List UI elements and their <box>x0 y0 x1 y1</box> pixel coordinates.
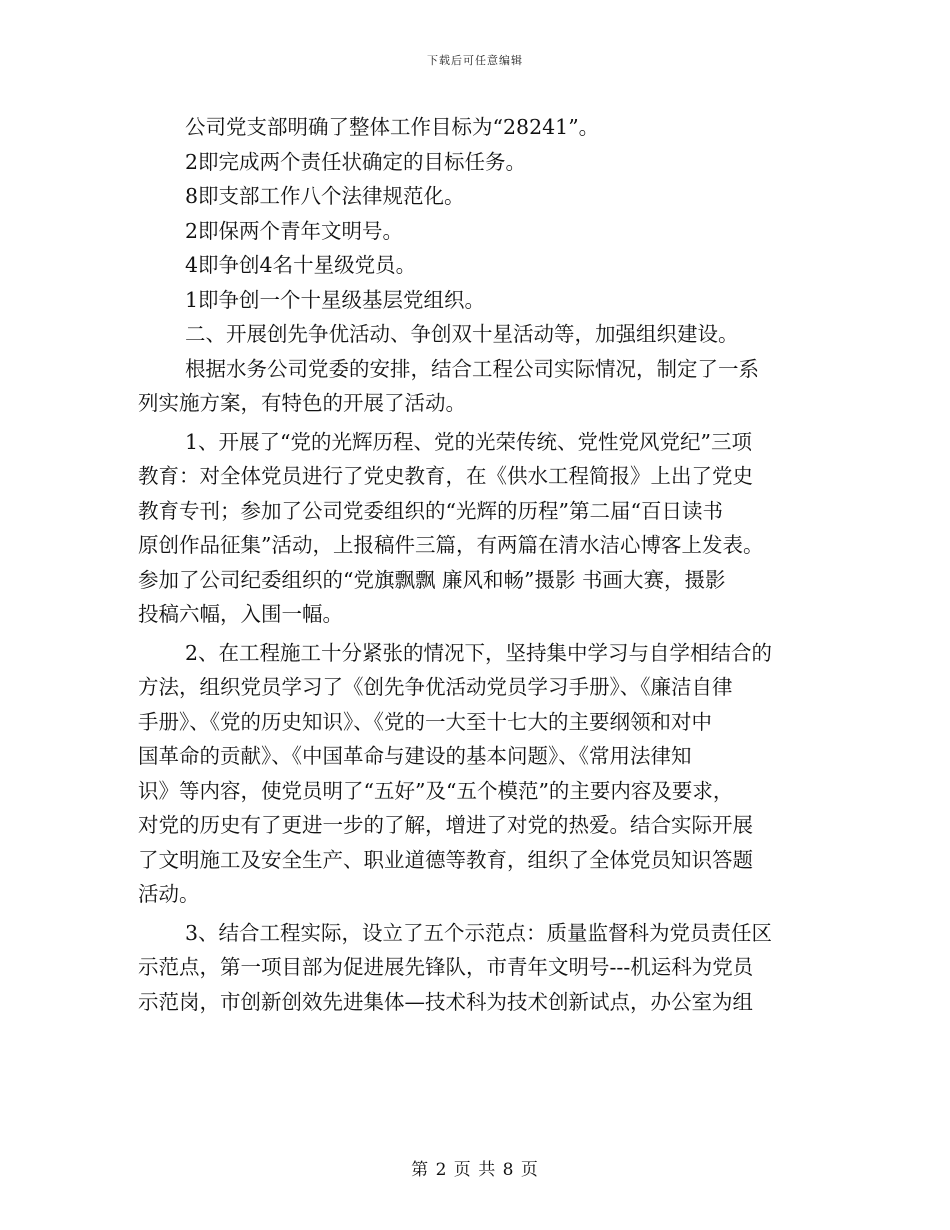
document-body <box>138 110 810 1019</box>
body-line: 教育专刊；参加了公司党委组织的“光辉的历程”第二届“百日读书 <box>138 498 723 523</box>
body-line: 教育：对全体党员进行了党史教育，在《供水工程简报》上出了党史 <box>138 464 753 488</box>
body-line: 2即完成两个责任状确定的目标任务。 <box>185 149 527 174</box>
body-line: 8即支部工作八个法律规范化。 <box>185 184 465 208</box>
body-line: 示范岗，市创新创效先进集体—技术科为技术创新试点，办公室为组 <box>138 989 753 1014</box>
body-line: 国革命的贡献》、《中国革命与建设的基本问题》、《常用法律知 <box>138 744 692 768</box>
section-heading: 二、开展创先争优活动、争创双十星活动等，加强组织建设。 <box>185 322 739 346</box>
body-line: 参加了公司纪委组织的“党旗飘飘 廉风和畅”摄影 书画大赛，摄影 <box>138 567 726 592</box>
body-line: 投稿六幅，入围一幅。 <box>138 602 343 626</box>
body-line: 2即保两个青年文明号。 <box>185 218 404 243</box>
body-line: 手册》、《党的历史知识》、《党的一大至十七大的主要纲领和对中 <box>138 709 712 734</box>
body-line: 活动。 <box>138 882 200 906</box>
body-line: 对党的历史有了更进一步的了解，增进了对党的热爱。结合实际开展 <box>138 813 753 837</box>
body-line: 了文明施工及安全生产、职业道德等教育，组织了全体党员知识答题 <box>138 847 753 872</box>
body-line: 公司党支部明确了整体工作目标为“28241”。 <box>185 115 600 139</box>
body-line: 识》等内容，使党员明了“五好”及“五个模范”的主要内容及要求， <box>138 778 734 803</box>
body-line: 1即争创一个十星级基层党组织。 <box>185 287 486 312</box>
body-line: 3、结合工程实际，设立了五个示范点：质量监督科为党员责任区 <box>185 920 773 945</box>
page-number: 第 2 页 共 8 页 <box>411 1160 539 1180</box>
body-line: 方法，组织党员学习了《创先争优活动党员学习手册》、《廉洁自律 <box>138 675 733 699</box>
body-line: 根据水务公司党委的安排，结合工程公司实际情况，制定了一系 <box>185 356 759 381</box>
body-line: 4即争创4名十星级党员。 <box>185 253 417 277</box>
body-line: 原创作品征集”活动，上报稿件三篇，有两篇在清水洁心博客上发表。 <box>138 533 764 557</box>
page-header-note: 下载后可任意编辑 <box>427 54 523 67</box>
body-line: 2、在工程施工十分紧张的情况下，坚持集中学习与自学相结合的 <box>185 640 773 665</box>
body-line: 列实施方案，有特色的开展了活动。 <box>138 391 466 415</box>
body-line: 1、开展了“党的光辉历程、党的光荣传统、党性党风党纪”三项 <box>185 429 753 454</box>
body-line: 示范点，第一项目部为促进展先锋队，市青年文明号---机运科为党员 <box>138 955 754 979</box>
